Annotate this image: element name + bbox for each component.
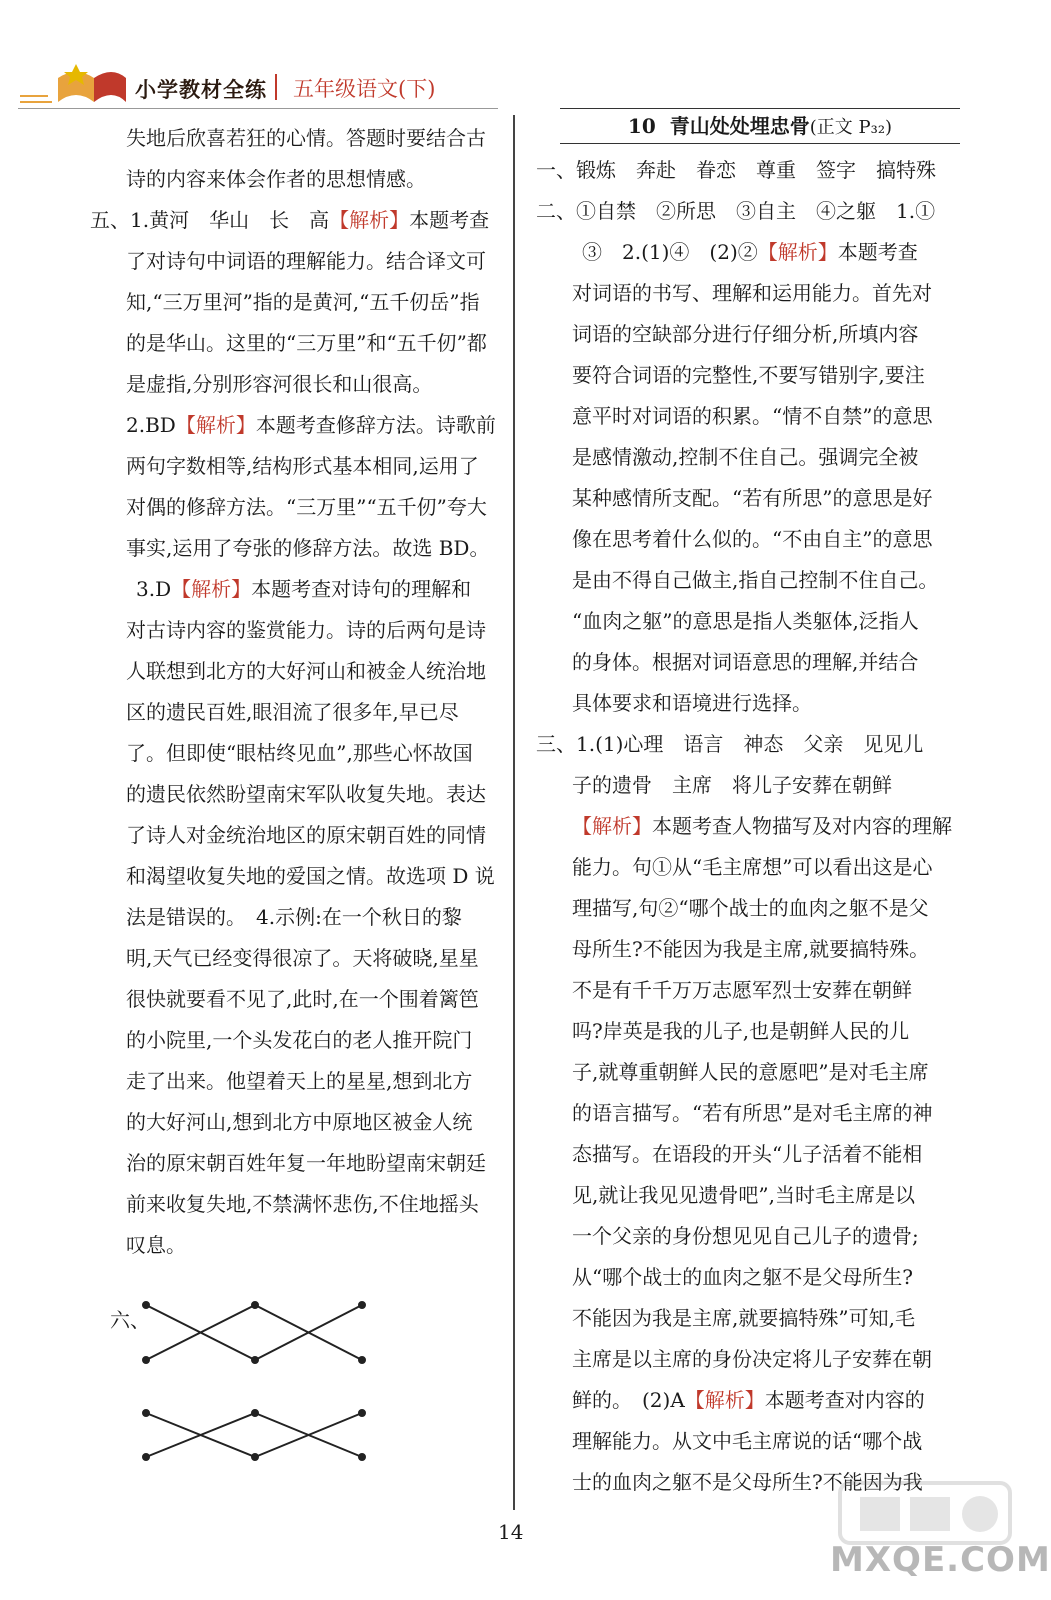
analysis-tag: 【解析】	[171, 577, 252, 601]
analysis-tag: 【解析】	[572, 814, 652, 838]
answer-5-1	[90, 200, 510, 241]
match-dot	[359, 1454, 365, 1460]
text-line: 知,“三万里河”指的是黄河,“五千仞岳”指	[126, 290, 480, 314]
text-line: “血肉之躯”的意思是指人类躯体,泛指人	[572, 609, 919, 633]
text-line: 了诗人对金统治地区的原宋朝百姓的同情	[126, 823, 486, 847]
match-dot	[359, 1357, 365, 1363]
section-6-label: 六、	[110, 1308, 150, 1332]
text-line: 走了出来。他望着天上的星星,想到北方	[126, 1069, 473, 1093]
lesson-number: 10	[627, 114, 656, 138]
text-line: 像在思考着什么似的。“不由自主”的意思	[572, 527, 933, 551]
text-line: 事实,运用了夸张的修辞方法。故选 BD。	[126, 536, 490, 560]
text-line: 诗的内容来体会作者的思想情感。	[126, 167, 426, 191]
text-line: 两句字数相等,结构形式基本相同,运用了	[126, 454, 479, 478]
answer-text: 本题考查对诗句的理解和	[251, 577, 472, 601]
analysis-tag: 【解析】	[757, 240, 838, 264]
header-separator	[275, 74, 277, 100]
answer-5-2	[90, 405, 510, 446]
text-line: 的小院里,一个头发花白的老人推开院门	[126, 1028, 473, 1052]
analysis-tag: 【解析】	[684, 1388, 765, 1412]
match-dot	[252, 1302, 258, 1308]
answer-5-3	[90, 569, 510, 610]
text-line: 意平时对词语的积累。“情不自禁”的意思	[572, 404, 933, 428]
answer-1: 一、锻炼 奔赴 眷恋 尊重 签字 搞特殊	[536, 158, 936, 182]
text-line: 叹息。	[126, 1233, 186, 1257]
grade-subject: 五年级语文(下)	[293, 77, 436, 101]
analysis-tag: 【解析】	[175, 413, 256, 437]
text-line: 治的原宋朝百姓年复一年地盼望南宋朝廷	[126, 1151, 486, 1175]
watermark-text: MXQE.COM	[830, 1540, 1051, 1580]
text-line: 和渴望收复失地的爱国之情。故选项 D 说	[126, 864, 495, 888]
text-line: 一个父亲的身份想见见自己儿子的遗骨;	[572, 1224, 919, 1248]
text-line: 的大好河山,想到北方中原地区被金人统	[126, 1110, 473, 1134]
answer-3-1-cont: 子的遗骨 主席 将儿子安葬在朝鲜	[572, 773, 892, 797]
text-line: 不是有千千万万志愿军烈士安葬在朝鲜	[572, 978, 912, 1002]
answer-text: ③ 2.(1)④ (2)②	[582, 240, 758, 264]
lesson-name: 青山处处埋忠骨	[669, 114, 810, 138]
text-line: 的语言描写。“若有所思”是对毛主席的神	[572, 1101, 933, 1125]
answer-text: 五、1.黄河 华山 长 高	[90, 208, 330, 232]
text-line: 士的血肉之躯不是父母所生?不能因为我	[572, 1470, 923, 1494]
answer-text: 本题考查	[837, 240, 918, 264]
answer-2-cont	[536, 232, 966, 273]
match-dot	[359, 1302, 365, 1308]
analysis-tag: 【解析】	[329, 208, 410, 232]
brand-title: 小学教材全练	[135, 77, 267, 102]
text-line: 见,就让我见见遗骨吧”,当时毛主席是以	[572, 1183, 915, 1207]
text-line: 很快就要看不见了,此时,在一个围着篱笆	[126, 987, 479, 1011]
text-line: 的身体。根据对词语意思的理解,并结合	[572, 650, 919, 674]
answer-text: 2.BD	[126, 413, 176, 437]
answer-3-analysis	[536, 806, 966, 847]
answer-2: 二、①自禁 ②所思 ③自主 ④之躯 1.①	[536, 199, 936, 223]
match-dot	[252, 1410, 258, 1416]
lesson-ref: (正文 P₃₂)	[809, 117, 893, 138]
text-line: 词语的空缺部分进行仔细分析,所填内容	[572, 322, 919, 346]
text-line: 前来收复失地,不禁满怀悲伤,不住地摇头	[126, 1192, 479, 1216]
match-dot	[143, 1302, 149, 1308]
answer-text: 本题考查对内容的	[764, 1388, 925, 1412]
text-line: 明,天气已经变得很凉了。天将破晓,星星	[126, 946, 479, 970]
text-line: 是感情激动,控制不住自己。强调完全被	[572, 445, 919, 469]
right-column	[536, 150, 966, 1503]
text-line: 对偶的修辞方法。“三万里”“五千仞”夸大	[126, 495, 487, 519]
answer-text: 鲜的。 (2)A	[572, 1388, 685, 1412]
text-line: 法是错误的。 4.示例:在一个秋日的黎	[126, 905, 462, 929]
text-line: 失地后欣喜若狂的心情。答题时要结合古	[126, 126, 486, 150]
text-line: 对词语的书写、理解和运用能力。首先对	[572, 281, 932, 305]
text-line: 了。但即使“眼枯终见血”,那些心怀故国	[126, 741, 473, 765]
answer-3-2	[536, 1380, 966, 1421]
match-dot	[252, 1357, 258, 1363]
text-line: 的遗民依然盼望南宋军队收复失地。表达	[126, 782, 486, 806]
answer-text: 本题考查修辞方法。诗歌前	[255, 413, 496, 437]
text-line: 具体要求和语境进行选择。	[572, 691, 812, 715]
text-line: 能力。句①从“毛主席想”可以看出这是心	[572, 855, 933, 879]
header-rule	[18, 108, 498, 109]
match-dot	[143, 1454, 149, 1460]
text-line: 子,就尊重朝鲜人民的意愿吧”是对毛主席	[572, 1060, 929, 1084]
lesson-title	[560, 108, 960, 144]
text-line: 对古诗内容的鉴赏能力。诗的后两句是诗	[126, 618, 486, 642]
text-line: 主席是以主席的身份决定将儿子安葬在朝	[572, 1347, 932, 1371]
left-column	[90, 118, 510, 1266]
text-line: 不能因为我是主席,就要搞特殊”可知,毛	[572, 1306, 915, 1330]
text-line: 从“哪个战士的血肉之躯不是父母所生?	[572, 1265, 913, 1289]
text-line: 人联想到北方的大好河山和被金人统治地	[126, 659, 486, 683]
text-line: 要符合词语的完整性,不要写错别字,要注	[572, 363, 925, 387]
text-line: 母所生?不能因为我是主席,就要搞特殊。	[572, 937, 930, 961]
page-header	[0, 58, 520, 118]
match-dot	[252, 1454, 258, 1460]
column-divider	[513, 115, 515, 1510]
answer-text: 3.D	[136, 577, 172, 601]
text-line: 某种感情所支配。“若有所思”的意思是好	[572, 486, 933, 510]
text-line: 态描写。在语段的开头“儿子活着不能相	[572, 1142, 923, 1166]
text-line: 理描写,句②“哪个战士的血肉之躯不是父	[572, 896, 929, 920]
page-number: 14	[498, 1520, 524, 1544]
match-dot	[143, 1357, 149, 1363]
text-line: 的是华山。这里的“三万里”和“五千仞”都	[126, 331, 487, 355]
match-dot	[143, 1410, 149, 1416]
text-line: 了对诗句中词语的理解能力。结合译文可	[126, 249, 486, 273]
text-line: 是虚指,分别形容河很长和山很高。	[126, 372, 433, 396]
matching-lines-diagram	[140, 1295, 380, 1465]
text-line: 理解能力。从文中毛主席说的话“哪个战	[572, 1429, 923, 1453]
answer-text: 本题考查	[409, 208, 490, 232]
text-line: 是由不得自己做主,指自己控制不住自己。	[572, 568, 939, 592]
match-dot	[359, 1410, 365, 1416]
answer-3-1: 三、1.(1)心理 语言 神态 父亲 见见儿	[536, 732, 924, 756]
text-line: 吗?岸英是我的儿子,也是朝鲜人民的儿	[572, 1019, 910, 1043]
text-line: 区的遗民百姓,眼泪流了很多年,早已尽	[126, 700, 459, 724]
answer-text: 本题考查人物描写及对内容的理解	[652, 814, 952, 838]
